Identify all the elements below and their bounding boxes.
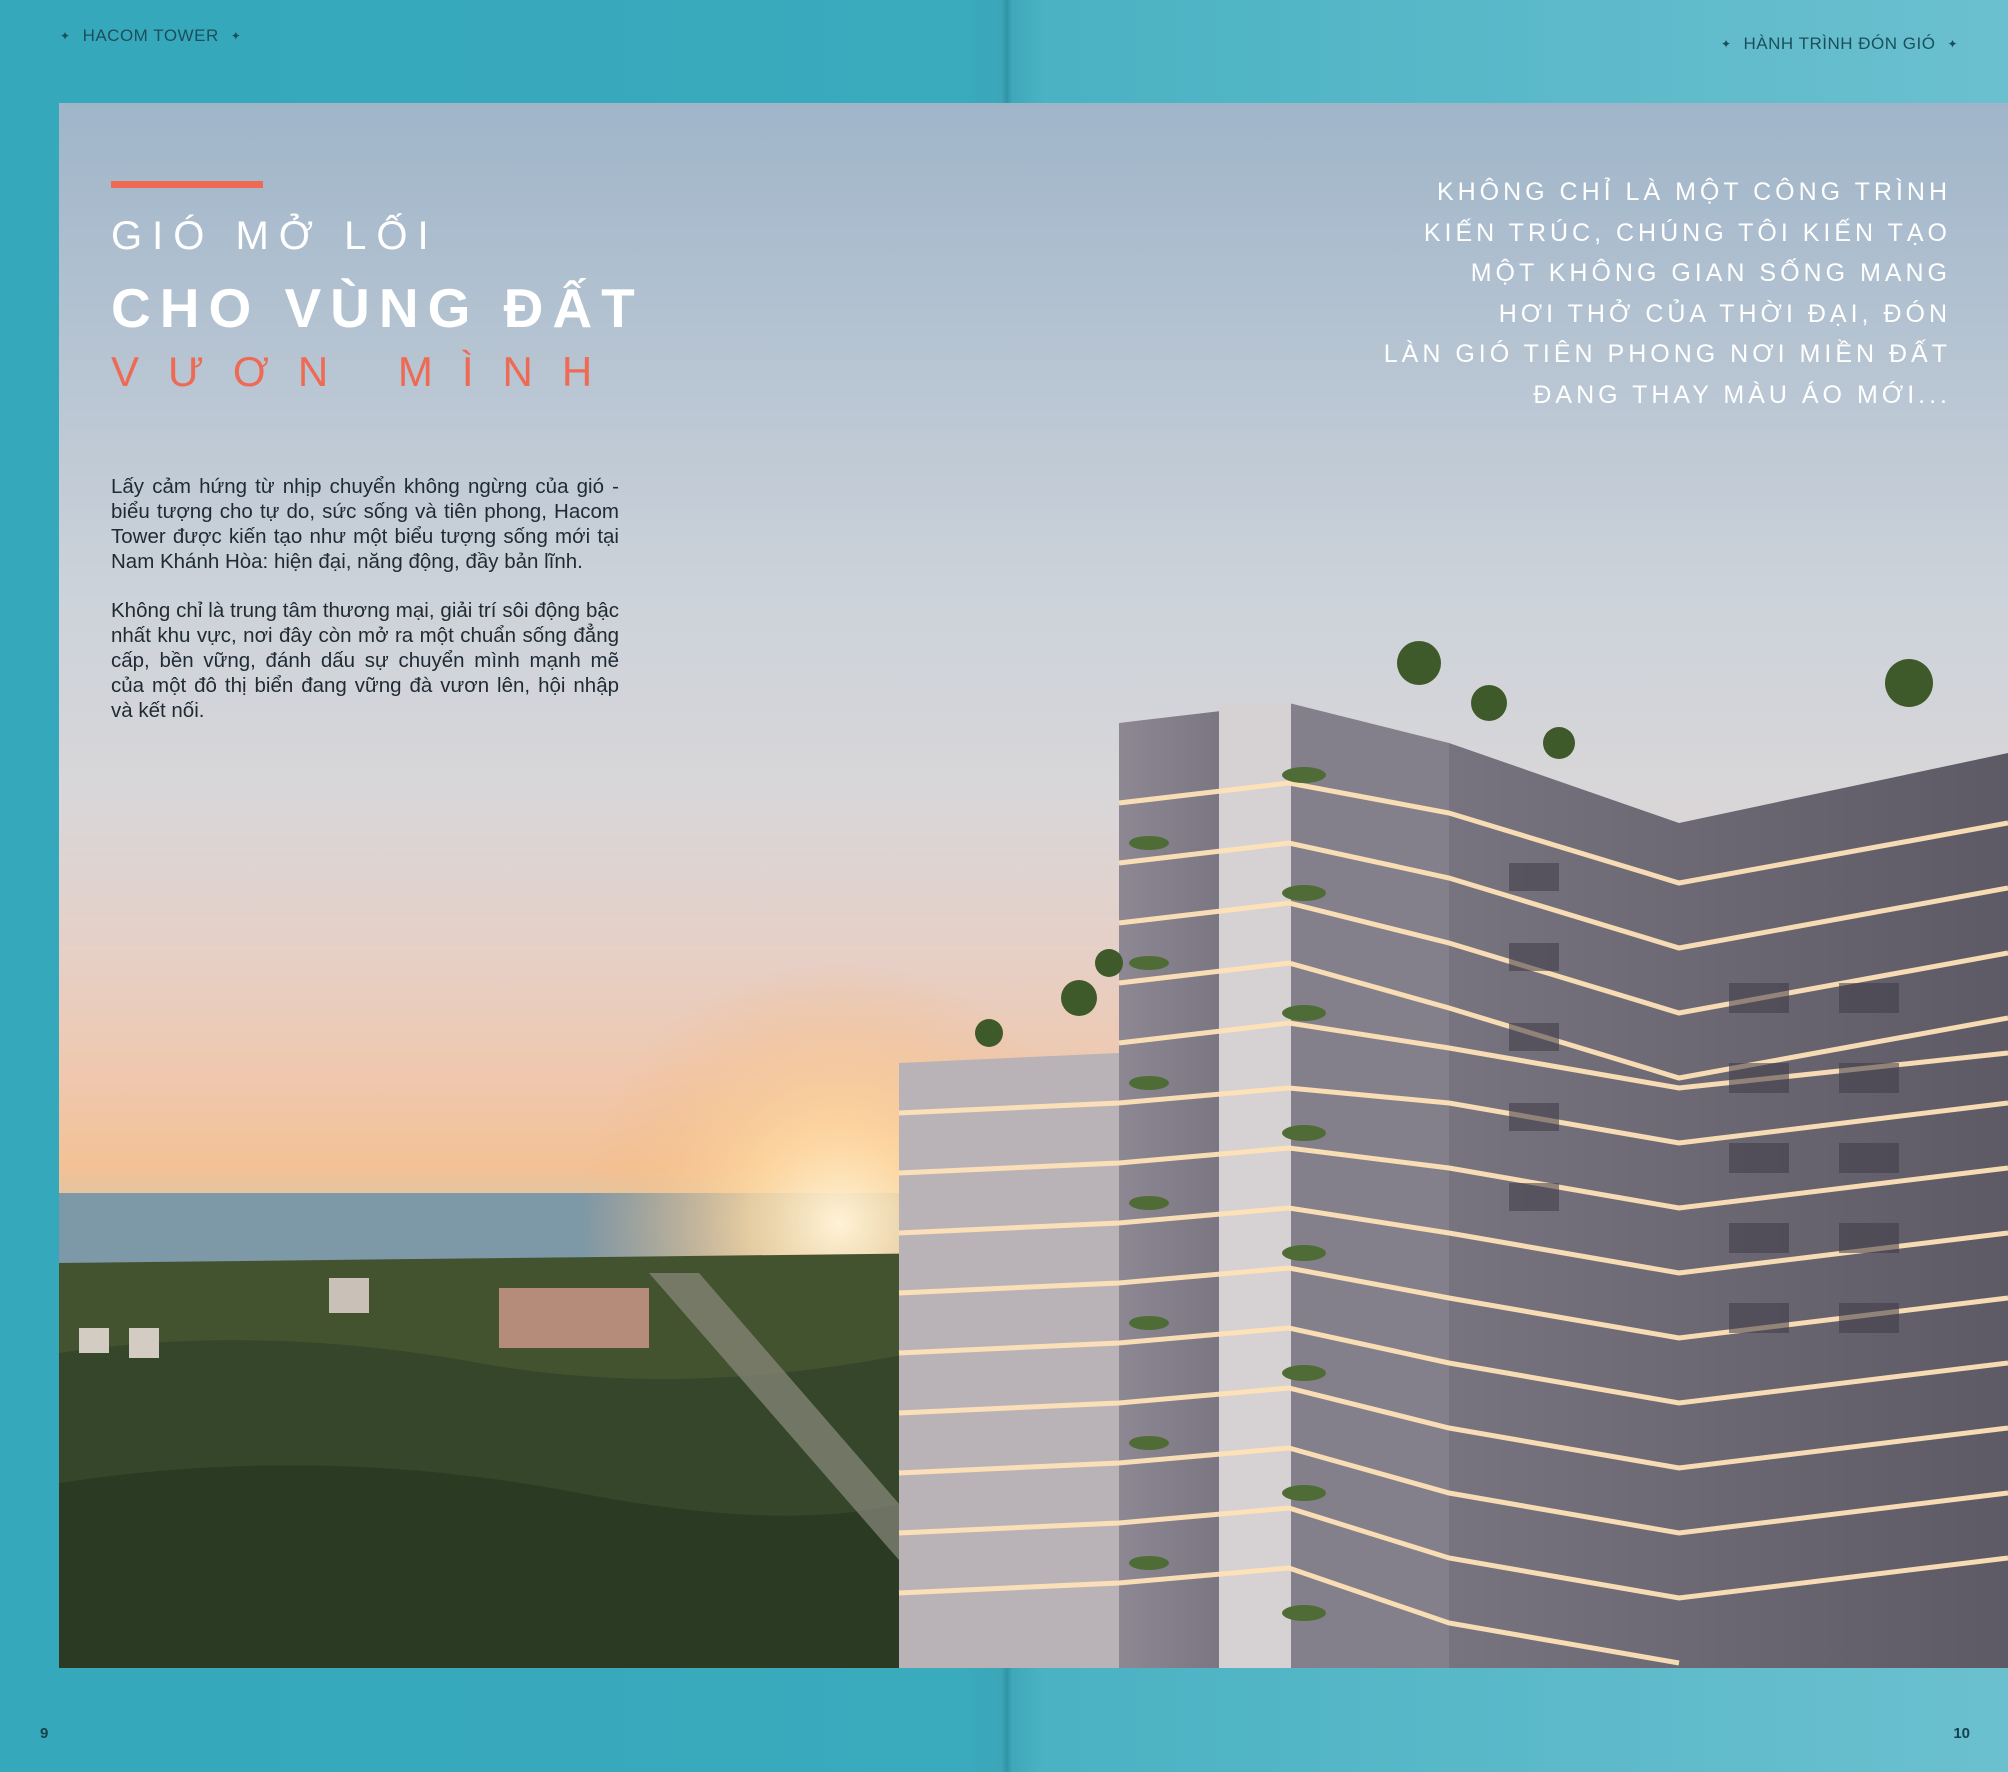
running-head-right bbox=[1721, 34, 1958, 54]
page-number-right: 10 bbox=[1953, 1725, 1970, 1742]
pull-quote-line: KHÔNG CHỈ LÀ MỘT CÔNG TRÌNH bbox=[1436, 178, 1951, 206]
star-ornament-icon: ✦ bbox=[1947, 37, 1958, 51]
star-ornament-icon: ✦ bbox=[230, 29, 242, 43]
star-ornament-icon: ✦ bbox=[1720, 37, 1732, 51]
body-paragraph-1: Lấy cảm hứng từ nhịp chuyển không ngừng của gió - biểu tượng cho tự do, sức sống và tiên phong, Hacom Tower được kiến tạo như một biểu tượng sống mới tại Nam Khánh Hòa: hiện đại, năng động, đầy bản lĩnh. bbox=[111, 475, 619, 573]
body-paragraph-2: Không chỉ là trung tâm thương mại, giải trí sôi động bậc nhất khu vực, nơi đây còn mở ra một chuẩn sống đẳng cấp, bền vững, đánh dấu sự chuyển mình mạnh mẽ của một đô thị biển đang vững đà vươn lên, hội nhập và kết nối. bbox=[111, 599, 619, 722]
star-ornament-icon: ✦ bbox=[60, 29, 71, 43]
pull-quote-line: ĐANG THAY MÀU ÁO MỚI... bbox=[1533, 380, 1951, 409]
pull-quote-line: KIẾN TRÚC, CHÚNG TÔI KIẾN TẠO bbox=[1423, 218, 1951, 247]
headline-line-1: GIÓ MỞ LỐI bbox=[111, 214, 439, 258]
accent-rule bbox=[111, 181, 263, 188]
pull-quote-line: HƠI THỞ CỦA THỜI ĐẠI, ĐÓN bbox=[1498, 299, 1951, 328]
pull-quote-line: MỘT KHÔNG GIAN SỐNG MANG bbox=[1470, 259, 1951, 287]
headline-line-3: VƯƠN MÌNH bbox=[111, 348, 622, 395]
running-head-left bbox=[60, 26, 241, 46]
pull-quote bbox=[1331, 172, 1951, 415]
page-number-left: 9 bbox=[40, 1725, 49, 1742]
running-head-left-label: HACOM TOWER bbox=[82, 26, 219, 45]
pull-quote-line: LÀN GIÓ TIÊN PHONG NƠI MIỀN ĐẤT bbox=[1383, 340, 1951, 368]
body-copy bbox=[111, 474, 619, 747]
running-head-right-label: HÀNH TRÌNH ĐÓN GIÓ bbox=[1743, 34, 1936, 53]
headline-line-2: CHO VÙNG ĐẤT bbox=[111, 277, 644, 339]
